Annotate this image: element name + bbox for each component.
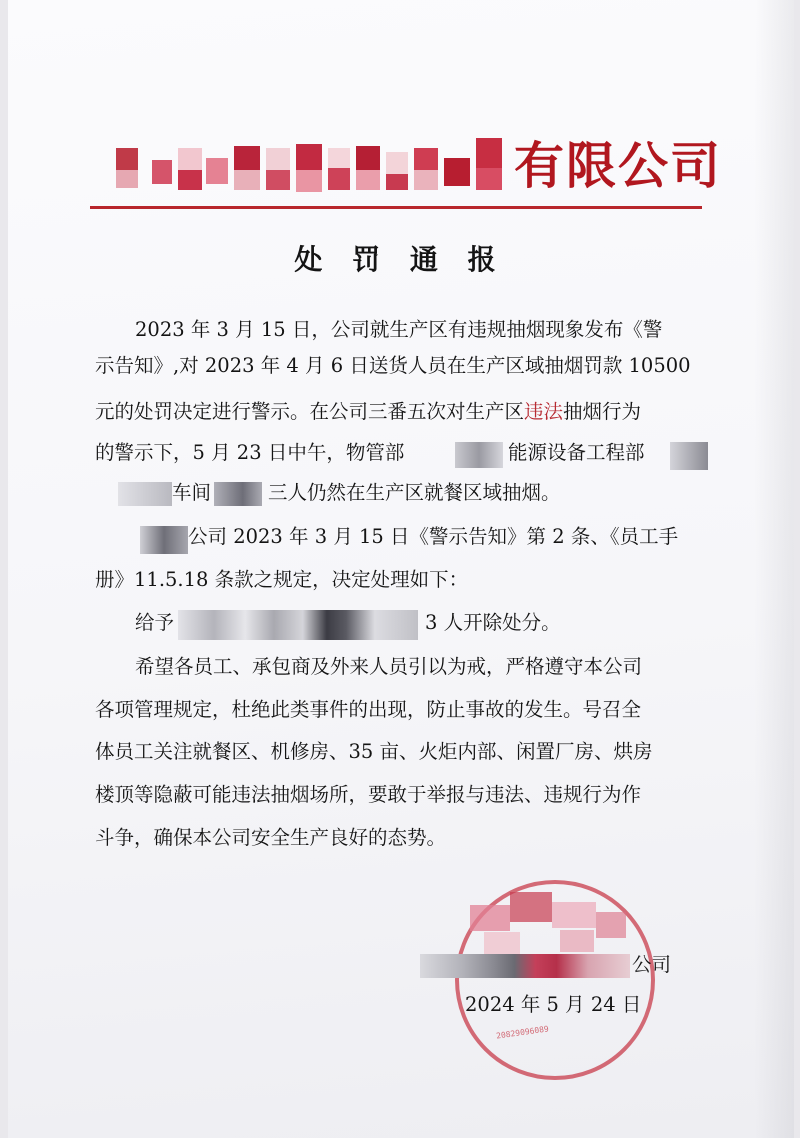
- redacted-names-list: [178, 610, 418, 640]
- paragraph-4-line-2: 各项管理规定，杜绝此类事件的出现，防止事故的发生。号召全: [95, 698, 642, 721]
- paragraph-4-line-3: 体员工关注就餐区、机修房、35 亩、火炬内部、闲置厂房、烘房: [95, 740, 653, 763]
- signature-date: 2024 年 5 月 24 日: [465, 993, 642, 1016]
- highlighted-word: 违法: [524, 400, 564, 423]
- paragraph-2-line-2: 册》11.5.18 条款之规定，决定处理如下：: [95, 568, 469, 591]
- paragraph-1-line-5a: 车间: [172, 481, 212, 504]
- company-name-redacted: [90, 118, 510, 198]
- paragraph-1-line-1: 2023 年 3 月 15 日，公司就生产区有违规抽烟现象发布《警: [135, 318, 663, 341]
- letterhead-rule: [90, 206, 702, 209]
- paragraph-3-text-a: 给予: [135, 611, 175, 634]
- paragraph-4-line-5: 斗争，确保本公司安全生产良好的态势。: [95, 826, 447, 849]
- paragraph-3-text-b: 3 人开除处分。: [425, 611, 561, 634]
- paragraph-1-line-4a: 的警示下，5 月 23 日中午，物管部: [95, 441, 405, 464]
- company-name-suffix: 有限公司: [514, 137, 722, 195]
- paragraph-1-line-3-text-a: 元的处罚决定进行警示。在公司三番五次对生产区: [95, 400, 525, 423]
- paragraph-1-line-4b: 能源设备工程部: [508, 441, 645, 464]
- paragraph-1-line-3-text-b: 抽烟行为: [563, 400, 642, 423]
- letterhead: [90, 118, 722, 198]
- paragraph-2-line-1: 公司 2023 年 3 月 15 日《警示告知》第 2 条、《员工手: [188, 525, 679, 548]
- signature-company-suffix: 公司: [632, 953, 672, 976]
- paragraph-1-line-5b: 三人仍然在生产区就餐区域抽烟。: [268, 481, 561, 504]
- redacted-company-ref: [140, 526, 188, 554]
- paragraph-4-line-4: 楼顶等隐蔽可能违法抽烟场所，要敢于举报与违法、违规行为作: [95, 783, 642, 806]
- redacted-signature-company: [420, 954, 630, 978]
- page-shadow: [754, 0, 794, 1138]
- seal-code: 20829096089: [495, 1024, 550, 1041]
- redacted-name-4: [214, 482, 262, 506]
- paragraph-1-line-2: 示告知》,对 2023 年 4 月 6 日送货人员在生产区域抽烟罚款 10500: [95, 354, 691, 377]
- redacted-name-1: [455, 442, 503, 468]
- redacted-name-2: [670, 442, 708, 470]
- paragraph-1-line-3: [95, 397, 641, 427]
- document-title: 处 罚 通 报: [294, 243, 506, 276]
- redacted-name-3: [118, 482, 172, 506]
- paragraph-4-line-1: 希望各员工、承包商及外来人员引以为戒，严格遵守本公司: [135, 655, 643, 678]
